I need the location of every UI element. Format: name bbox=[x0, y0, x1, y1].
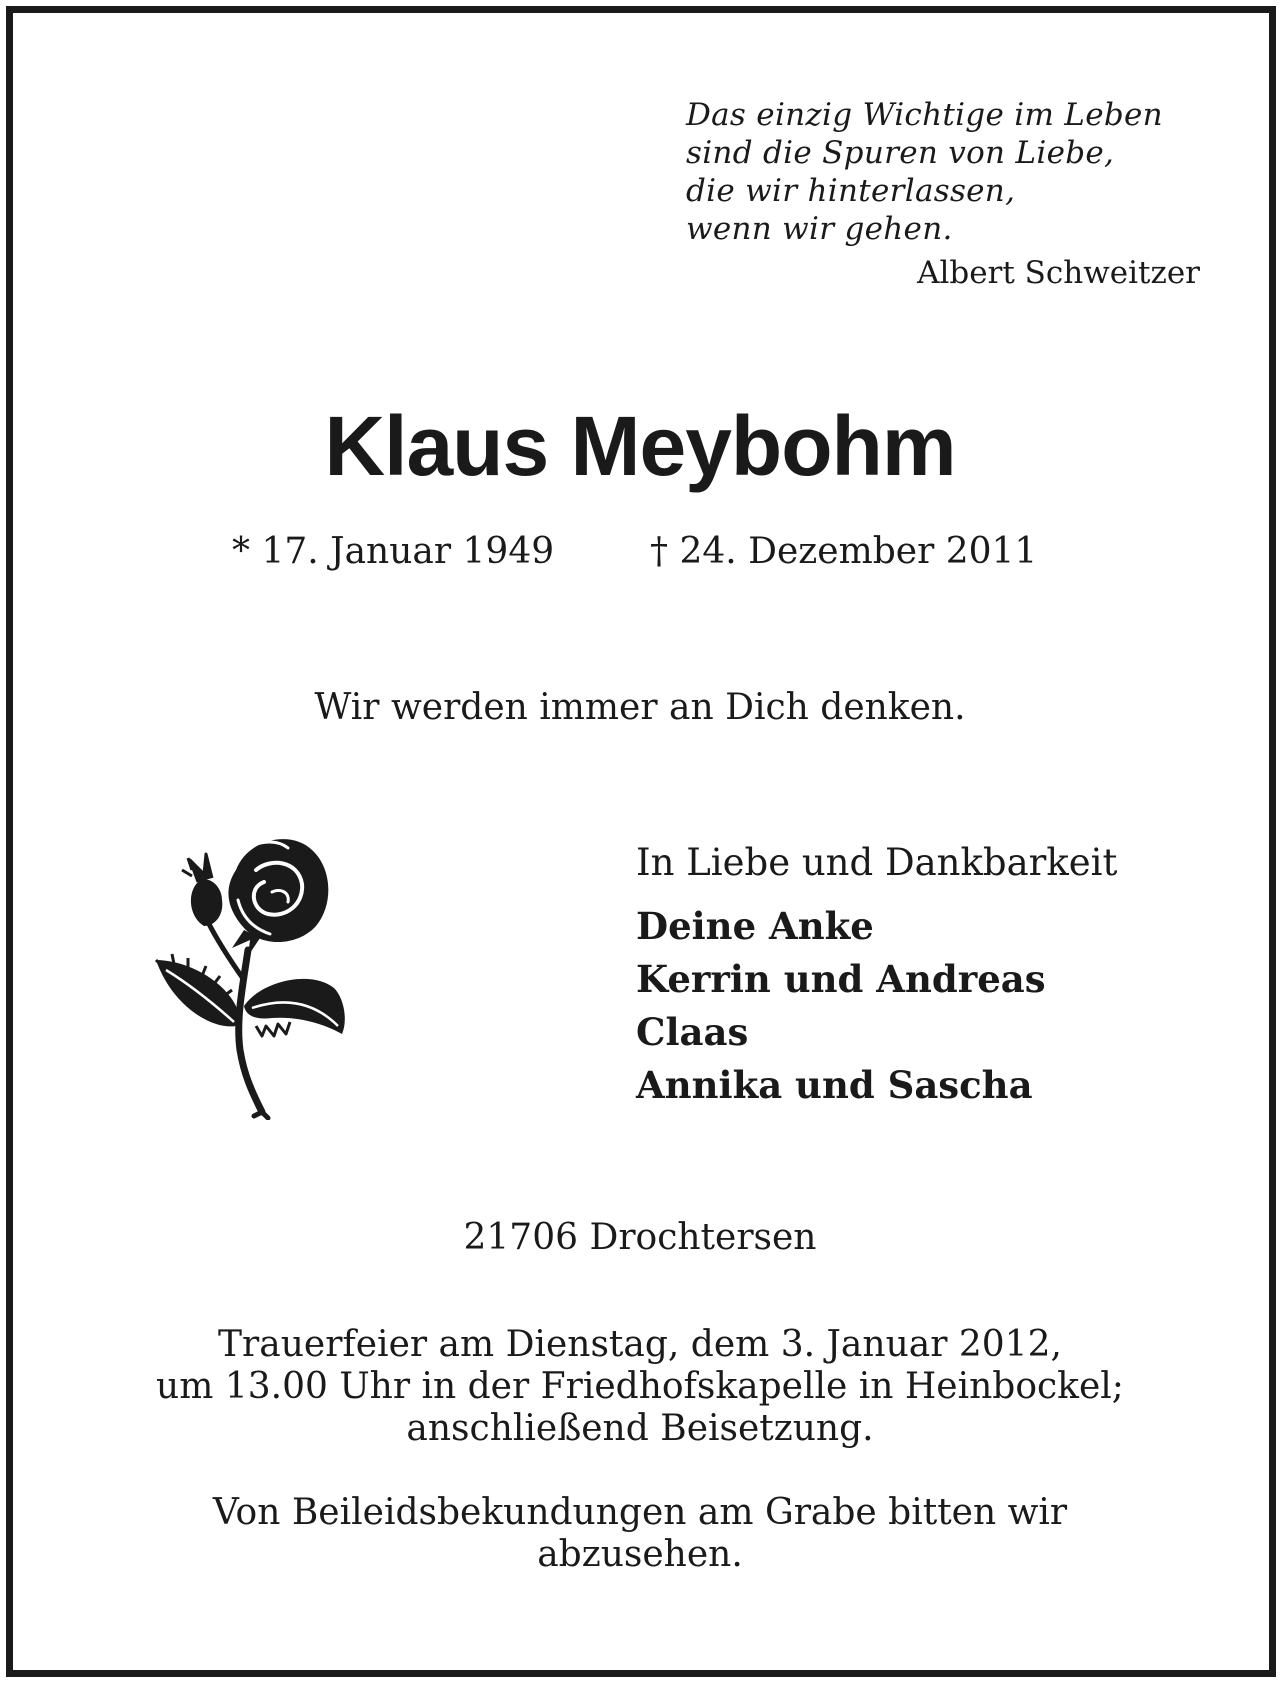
family-member: Claas bbox=[636, 1010, 749, 1054]
deceased-name: Klaus Meybohm bbox=[324, 399, 956, 493]
quote-block bbox=[686, 96, 1200, 292]
death-date: † 24. Dezember 2011 bbox=[650, 531, 1038, 572]
service-line: anschließend Beisetzung. bbox=[406, 1408, 874, 1449]
note-line: Von Beileidsbekundungen am Grabe bitten wir bbox=[212, 1492, 1068, 1533]
family-block bbox=[636, 840, 1256, 1112]
note-line: abzusehen. bbox=[537, 1534, 743, 1575]
quote-author: Albert Schweitzer bbox=[917, 255, 1200, 291]
family-member: Annika und Sascha bbox=[636, 1063, 1033, 1107]
condolence-note bbox=[0, 1492, 1280, 1576]
service-info bbox=[0, 1324, 1280, 1450]
quote-line: sind die Spuren von Liebe, bbox=[686, 135, 1115, 171]
service-line: Trauerfeier am Dienstag, dem 3. Januar 2012, bbox=[218, 1324, 1062, 1365]
quote-line: wenn wir gehen. bbox=[686, 211, 953, 247]
remembrance-text: Wir werden immer an Dich denken. bbox=[314, 687, 966, 728]
family-member: Kerrin und Andreas bbox=[636, 957, 1046, 1001]
rose-icon bbox=[152, 830, 352, 1120]
family-intro: In Liebe und Dankbarkeit bbox=[636, 841, 1118, 884]
birth-date: * 17. Januar 1949 bbox=[232, 531, 555, 572]
quote-line: die wir hinterlassen, bbox=[686, 173, 1016, 209]
family-member: Deine Anke bbox=[636, 904, 874, 948]
place-line: 21706 Drochtersen bbox=[463, 1217, 817, 1258]
quote-line: Das einzig Wichtige im Leben bbox=[686, 97, 1163, 133]
service-line: um 13.00 Uhr in der Friedhofskapelle in Heinbockel; bbox=[156, 1366, 1124, 1407]
